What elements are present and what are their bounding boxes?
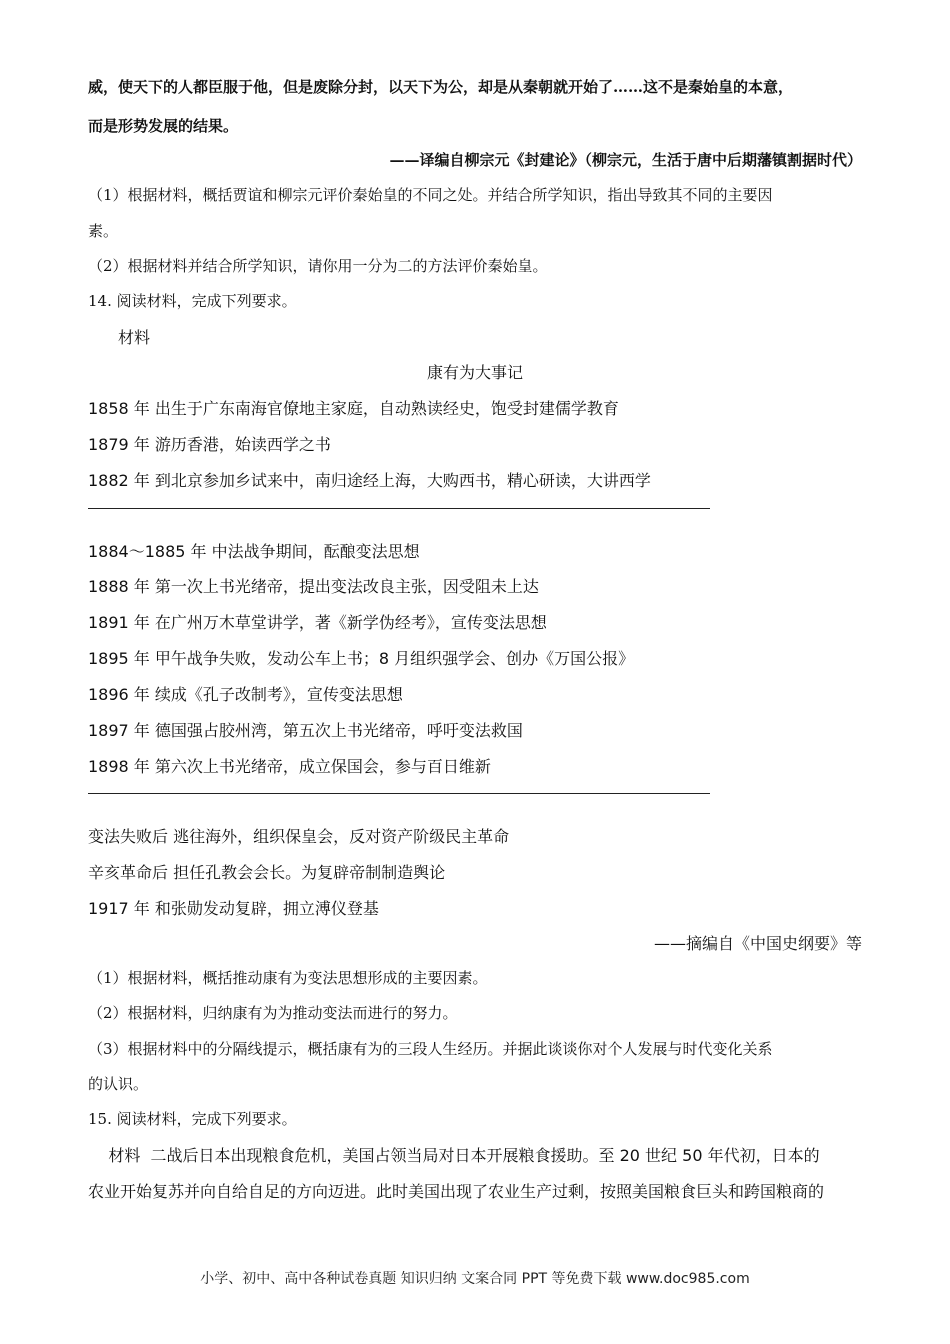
q14-source: ——摘编自《中国史纲要》等 <box>653 934 862 953</box>
timeline-item: 1897 年 德国强占胶州湾，第五次上书光绪帝，呼吁变法救国 <box>88 721 523 740</box>
timeline-item: 1917 年 和张勋发动复辟，拥立溥仪登基 <box>88 899 379 918</box>
q14-sub2: （2）根据材料，归纳康有为为推动变法而进行的努力。 <box>88 1004 458 1022</box>
timeline-item: 1895 年 甲午战争失败，发动公车上书；8 月组织强学会、创办《万国公报》 <box>88 649 635 668</box>
timeline-item: 1884～1885 年 中法战争期间，酝酿变法思想 <box>88 542 420 561</box>
timeline-item: 1891 年 在广州万木草堂讲学，著《新学伪经考》，宣传变法思想 <box>88 613 547 632</box>
q14-material-label: 材料 <box>118 328 151 347</box>
q13-sub2: （2）根据材料并结合所学知识，请你用一分为二的方法评价秦始皇。 <box>88 257 548 275</box>
q14-sub3-line2: 的认识。 <box>88 1075 149 1093</box>
q15-paragraph-line1: 材料 二战后日本出现粮食危机，美国占领当局对日本开展粮食援助。至 20 世纪 50 年代初，日本的 <box>88 1146 820 1165</box>
timeline-item: 变法失败后 逃往海外，组织保皇会，反对资产阶级民主革命 <box>88 827 510 846</box>
q14-table-title: 康有为大事记 <box>426 363 523 382</box>
page-footer: 小学、初中、高中各种试卷真题 知识归纳 文案合同 PPT 等免费下载 www.doc985.com <box>200 1271 750 1287</box>
q14-stem: 14. 阅读材料，完成下列要求。 <box>88 292 297 310</box>
timeline-item: 1898 年 第六次上书光绪帝，成立保国会，参与百日维新 <box>88 757 491 776</box>
quote-line-1: 威，使天下的人都臣服于他，但是废除分封，以天下为公，却是从秦朝就开始了……这不是秦始皇的本意， <box>88 78 794 96</box>
timeline-item: 1858 年 出生于广东南海官僚地主家庭，自动熟读经史，饱受封建儒学教育 <box>88 399 619 418</box>
q15-stem: 15. 阅读材料，完成下列要求。 <box>88 1110 297 1128</box>
q14-sub3-line1: （3）根据材料中的分隔线提示，概括康有为的三段人生经历。并据此谈谈你对个人发展与时代变化关系 <box>88 1040 773 1058</box>
q15-paragraph-line2: 农业开始复苏并向自给自足的方向迈进。此时美国出现了农业生产过剩，按照美国粮食巨头和跨国粮商的 <box>88 1182 825 1201</box>
timeline-item: 1879 年 游历香港，始读西学之书 <box>88 435 331 454</box>
q13-sub1-line2: 素。 <box>88 222 119 240</box>
timeline-item: 1882 年 到北京参加乡试来中，南归途经上海，大购西书，精心研读，大讲西学 <box>88 471 651 490</box>
timeline-item: 1888 年 第一次上书光绪帝，提出变法改良主张，因受阻未上达 <box>88 577 539 596</box>
timeline-item: 1896 年 续成《孔子改制考》，宣传变法思想 <box>88 685 403 704</box>
q13-sub1-line1: （1）根据材料，概括贾谊和柳宗元评价秦始皇的不同之处。并结合所学知识，指出导致其不同的主要因 <box>88 186 773 204</box>
divider-2 <box>88 793 710 794</box>
q14-sub1: （1）根据材料，概括推动康有为变法思想形成的主要因素。 <box>88 969 488 987</box>
timeline-item: 辛亥革命后 担任孔教会会长。为复辟帝制制造舆论 <box>88 863 446 882</box>
quote-line-2: 而是形势发展的结果。 <box>88 117 239 135</box>
quote-source: ——译编自柳宗元《封建论》（柳宗元，生活于唐中后期藩镇割据时代） <box>389 151 862 169</box>
divider-1 <box>88 508 710 509</box>
